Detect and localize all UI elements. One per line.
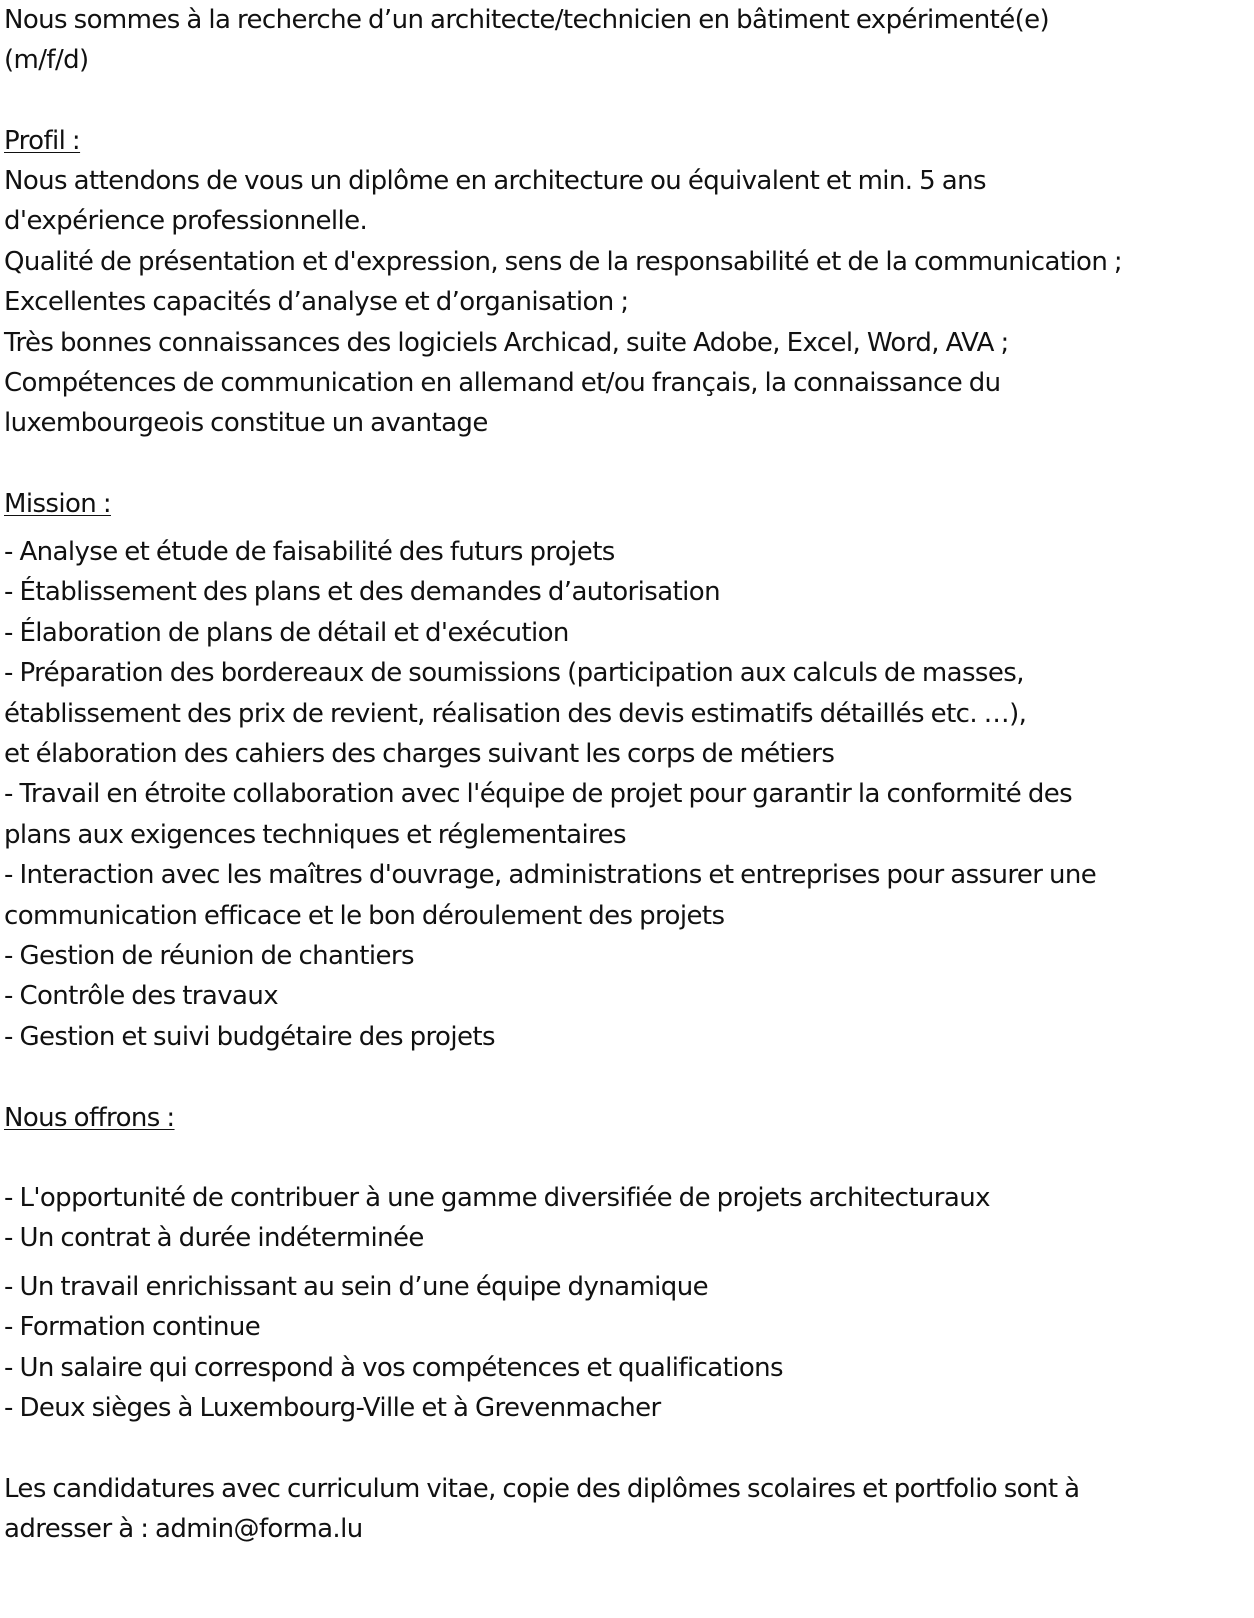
- profil-line: d'expérience professionnelle.: [4, 206, 368, 236]
- profil-line: Excellentes capacités d’analyse et d’organisation ;: [4, 287, 629, 317]
- profil-line: Compétences de communication en allemand et/ou français, la connaissance du: [4, 368, 1001, 398]
- offre-line: - Un travail enrichissant au sein d’une équipe dynamique: [4, 1272, 708, 1302]
- offre-line: - Formation continue: [4, 1312, 261, 1342]
- job-title-line-2: (m/f/d): [4, 45, 89, 75]
- mission-line: et élaboration des cahiers des charges suivant les corps de métiers: [4, 739, 835, 769]
- profil-line: Nous attendons de vous un diplôme en architecture ou équivalent et min. 5 ans: [4, 166, 986, 196]
- profil-line: Qualité de présentation et d'expression, sens de la responsabilité et de la communication ;: [4, 247, 1123, 277]
- mission-line: - Travail en étroite collaboration avec l'équipe de projet pour garantir la conformité des: [4, 779, 1073, 809]
- candidature-line-2: [4, 1509, 363, 1549]
- offre-line: - Un salaire qui correspond à vos compétences et qualifications: [4, 1353, 783, 1383]
- mission-line: - Élaboration de plans de détail et d'exécution: [4, 618, 569, 648]
- mission-line: - Établissement des plans et des demandes d’autorisation: [4, 577, 720, 607]
- mission-heading: Mission :: [4, 489, 111, 519]
- profil-line: Très bonnes connaissances des logiciels Archicad, suite Adobe, Excel, Word, AVA ;: [4, 328, 1009, 358]
- mission-line: - Gestion de réunion de chantiers: [4, 941, 414, 971]
- candidature-prefix: adresser à :: [4, 1514, 156, 1544]
- offre-heading: Nous offrons :: [4, 1103, 175, 1133]
- mission-line: communication efficace et le bon déroulement des projets: [4, 901, 725, 931]
- offre-line: - Deux sièges à Luxembourg-Ville et à Grevenmacher: [4, 1393, 661, 1423]
- mission-line: - Interaction avec les maîtres d'ouvrage, administrations et entreprises pour assurer une: [4, 860, 1097, 890]
- mission-line: plans aux exigences techniques et réglementaires: [4, 820, 627, 850]
- mission-line: - Gestion et suivi budgétaire des projets: [4, 1022, 495, 1052]
- mission-line: - Contrôle des travaux: [4, 981, 279, 1011]
- mission-line: - Préparation des bordereaux de soumissions (participation aux calculs de masses,: [4, 658, 1024, 688]
- offre-line: - Un contrat à durée indéterminée: [4, 1223, 424, 1253]
- mission-line: - Analyse et étude de faisabilité des futurs projets: [4, 537, 615, 567]
- candidature-line-1: Les candidatures avec curriculum vitae, copie des diplômes scolaires et portfolio sont à: [4, 1474, 1080, 1504]
- job-title-line-1: Nous sommes à la recherche d’un architecte/technicien en bâtiment expérimenté(e): [4, 5, 1050, 35]
- profil-heading: Profil :: [4, 126, 81, 156]
- contact-email[interactable]: admin@forma.lu: [155, 1514, 363, 1544]
- profil-line: luxembourgeois constitue un avantage: [4, 408, 488, 438]
- mission-line: établissement des prix de revient, réalisation des devis estimatifs détaillés etc. …),: [4, 699, 1027, 729]
- offre-line: - L'opportunité de contribuer à une gamme diversifiée de projets architecturaux: [4, 1183, 990, 1213]
